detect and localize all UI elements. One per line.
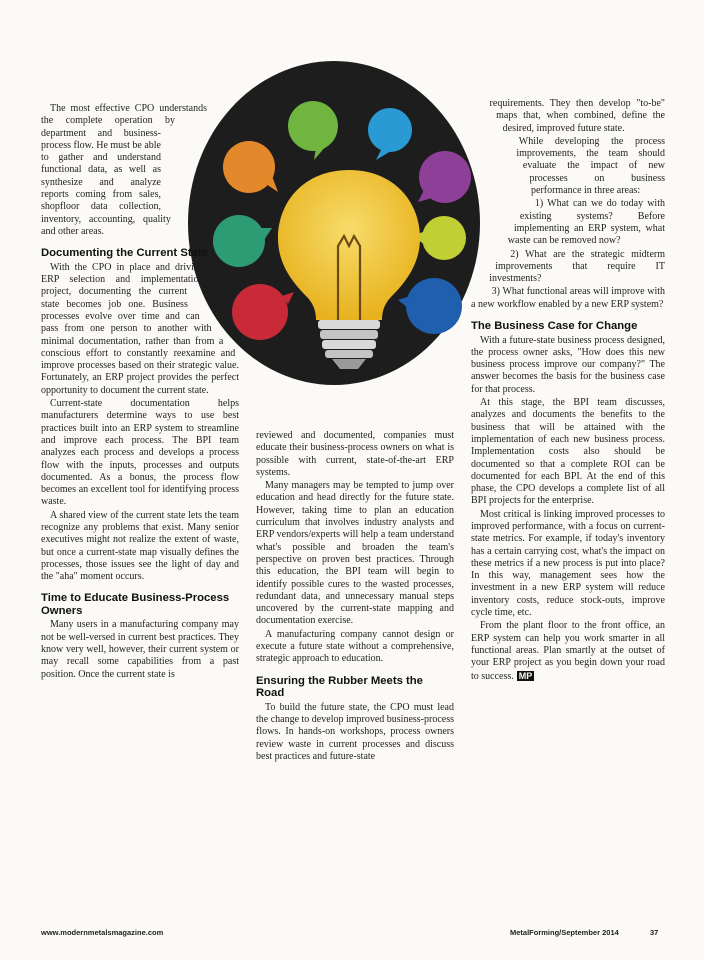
heading-documenting-current-state: Documenting the Current State [41,247,208,260]
end-mark: MP [518,670,533,681]
list-item: 2) What are the strategic midterm improvements that require IT investments? [489,248,665,285]
list-item: 1) What can we do today with existing systems? Before implementing an ERP system, what waste can be removed now? [507,198,665,247]
footer-issue: MetalForming/September 2014 [510,928,619,937]
col1-paragraph-1: The most effective CPO understands the complete operation by department and business-process flow. He must be able to gather and understand functional data, as well as synthesize and analyze reports coming from sales, shopfloor data collection, inventory, accounting, quality and other areas. [41,103,208,237]
article-column-1 [41,103,239,682]
col1-paragraph-5: Many users in a manufacturing company may not be well-versed in current best practices. They know very well, however, their current system or may recall some capabilities from a past position. Once the current state is [41,619,239,680]
col3-paragraph-4: At this stage, the BPI team discusses, analyzes and documents the benefits to the business that will be attained with the implementation of each new business process. Implementation costs also should be documented so that a complete ROI can be documented for each BPI. At the end of this phase, the CPO develops a complete list of all BPI projects for the enterprise. [471,397,665,507]
col1-paragraph-3: Current-state documentation helps manufacturers determine ways to use best practices built into an ERP system to streamline and improve each process. The BPI team analyzes each process and develops a process flow with the inputs, processes and outputs documented. As a bonus, the process flow becomes an excellent tool for identifying process waste. [41,398,239,508]
col3-paragraph-1: requirements. They then develop "to-be" maps that, when combined, define the desired, improved future state. [489,98,665,134]
page-number: 37 [650,928,659,937]
col1-paragraph-4: A shared view of the current state lets the team recognize any problems that exist. Many senior executives might not realize the extent of waste, but once a current-state map visually defines the processes, those issues see the light of day and the "aha" moment occurs. [41,509,239,583]
col3-paragraph-2: While developing the process improvements, the team should evaluate the impact of new processes on business performance in three areas: [516,135,665,197]
list-item: 3) What functional areas will improve with a new workflow enabled by a new ERP system? [471,286,665,310]
col3-paragraph-3: With a future-state business process designed, the process owner asks, "How does this new business process improve our company?" The answer becomes the basis for the business case for that process. [471,334,665,395]
col2-paragraph-1: reviewed and documented, companies must educate their business-process owners on what is possible with current, state-of-the-art ERP systems. [256,430,454,478]
article-column-2 [256,430,454,764]
heading-business-case: The Business Case for Change [471,320,638,333]
col1-paragraph-2: With the CPO in place and driving the ERP selection and implementation project, documenting the current state becomes job one. Business processes evolve over time and can pass from one person to another with minimal documentation, rather than from a conscious effort to constantly reexamine and improve processes based on their strategic value. Fortunately, an ERP project provides the perfect opportunity to document the current state. [41,261,239,396]
article-column-3 [471,98,665,684]
heading-rubber-meets-road: Ensuring the Rubber Meets the Road [256,674,423,700]
col3-paragraph-5: Most critical is linking improved processes to improved performance, with a focus on current-state metrics. For example, if today's inventory has a certain carrying cost, what's the impact on these metrics if a new process is put into place? In this way, management sees how the investment in a new ERP system will reduce inventory costs, reduce stock-outs, improve cycle time, etc. [471,508,665,619]
col2-paragraph-4: To build the future state, the CPO must lead the change to develop improved business-process flows. In hands-on workshops, process owners review waste in current processes and discuss best practices and future-state [256,701,455,762]
col2-paragraph-2: Many managers may be tempted to jump over education and head directly for the future state. However, taking time to plan an education curriculum that involves industry analysts and ERP vendors/experts will help a team understand what's possible and broaden the team's perspective on proven best practices. Through this education, the BPI team will begin to identify possible cures to the wasted processes, redundant data, and unnecessary manual steps uncovered by the current-state mapping and documentation exercise. [256,480,454,627]
closing-text: From the plant floor to the front office, an ERP system can help you work smarter in all functional areas. Plan smartly at the outset of your ERP project as you begin down your road to success. [471,620,665,682]
col2-paragraph-3: A manufacturing company cannot design or execute a future state without a comprehensive, strategic approach to education. [256,628,454,665]
footer-url: www.modernmetalsmagazine.com [41,928,164,937]
heading-time-to-educate: Time to Educate Business-Process Owners [41,592,230,617]
col3-paragraph-6 [471,620,665,682]
